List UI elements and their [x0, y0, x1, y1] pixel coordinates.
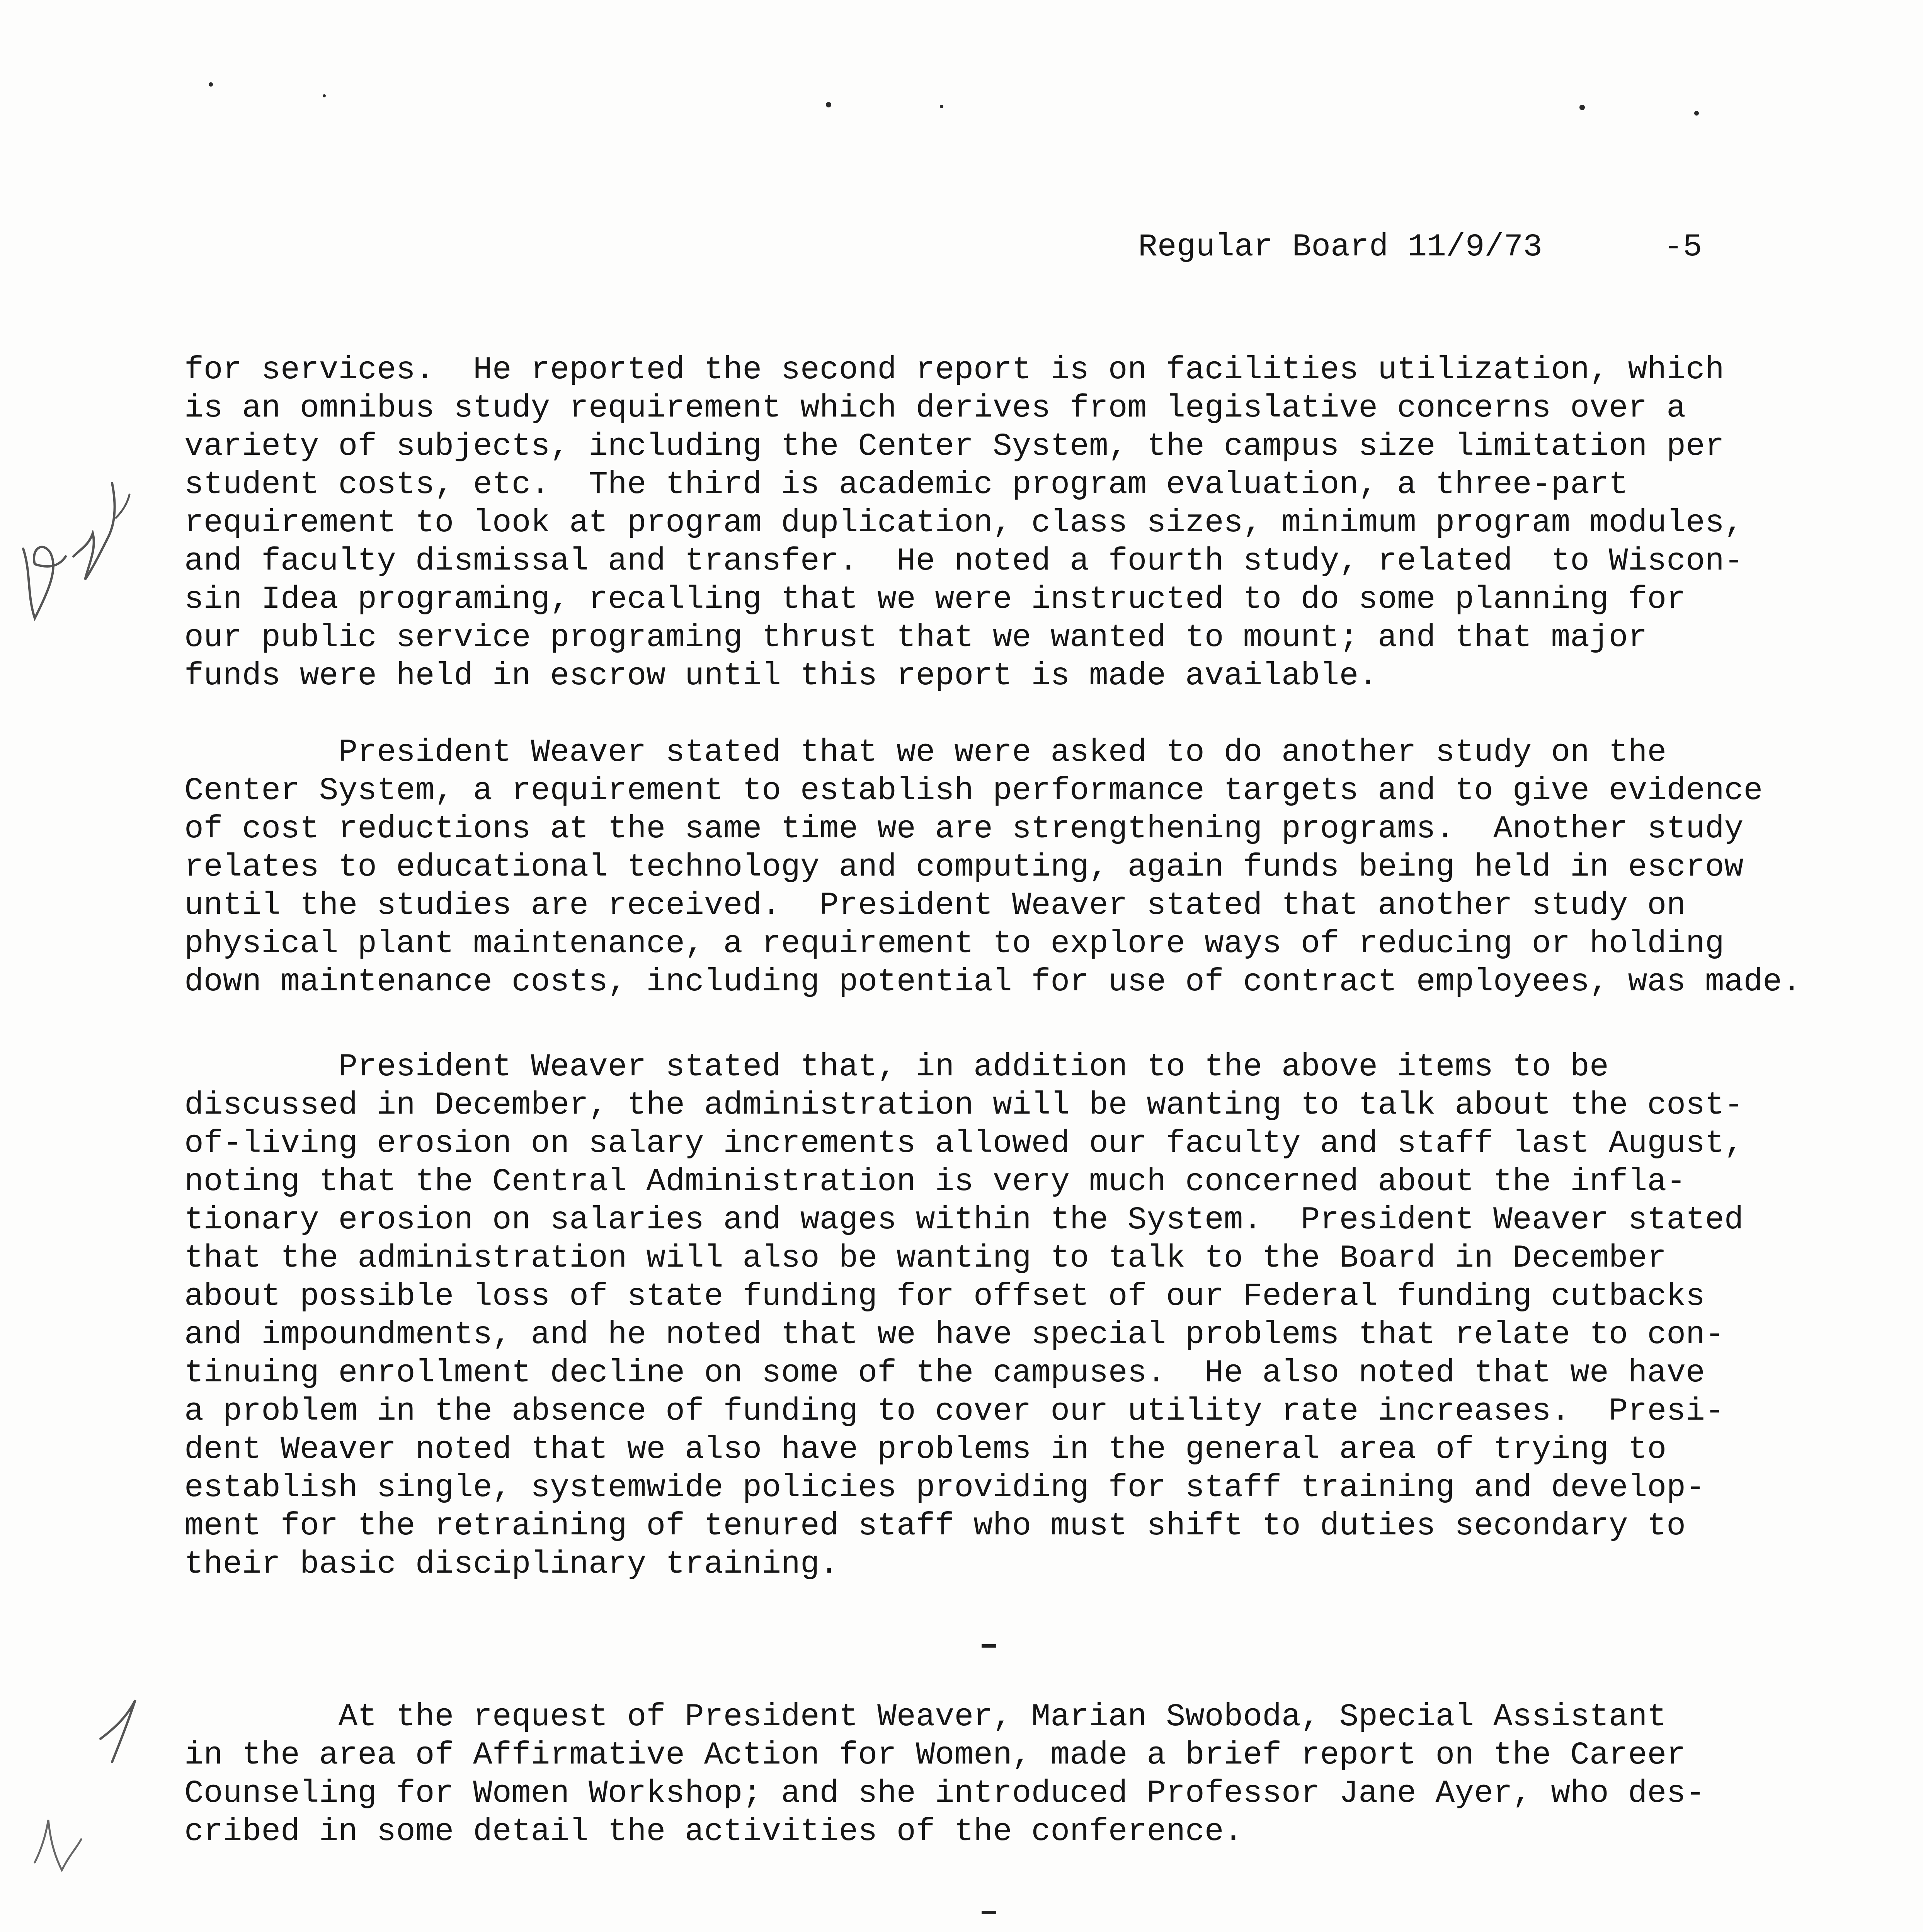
text-line: for services. He reported the second report is on facilities utilization, which [184, 352, 1724, 388]
text-line: funds were held in escrow until this report is made available. [184, 658, 1378, 694]
text-line: of cost reductions at the same time we are strengthening programs. Another study [184, 811, 1744, 847]
header-title: Regular Board 11/9/73 [1138, 229, 1542, 265]
text-line: is an omnibus study requirement which derives from legislative concerns over a [184, 390, 1686, 426]
text-line: noting that the Central Administration is very much concerned about the infla- [184, 1163, 1686, 1200]
text-line: tinuing enrollment decline on some of the campuses. He also noted that we have [184, 1355, 1705, 1391]
text-line: about possible loss of state funding for offset of our Federal funding cutbacks [184, 1278, 1705, 1315]
text-line: Center System, a requirement to establish performance targets and to give evidence [184, 772, 1763, 809]
text-line: At the request of President Weaver, Marian Swoboda, Special Assistant [184, 1699, 1667, 1735]
text-line: sin Idea programing, recalling that we were instructed to do some planning for [184, 581, 1686, 617]
text-line: cribed in some detail the activities of the conference. [184, 1813, 1243, 1850]
text-line: ment for the retraining of tenured staff who must shift to duties secondary to [184, 1508, 1686, 1544]
text-line: and faculty dismissal and transfer. He noted a fourth study, related to Wiscon- [184, 543, 1744, 579]
text-line: our public service programing thrust that we wanted to mount; and that major [184, 619, 1647, 656]
text-line: variety of subjects, including the Center System, the campus size limitation per [184, 428, 1724, 464]
text-line: that the administration will also be wanting to talk to the Board in December [184, 1240, 1667, 1276]
text-line: tionary erosion on salaries and wages within the System. President Weaver stated [184, 1202, 1744, 1238]
text-line: and impoundments, and he noted that we have special problems that relate to con- [184, 1316, 1724, 1353]
text-line: requirement to look at program duplication, class sizes, minimum program modules, [184, 505, 1744, 541]
text-line: discussed in December, the administration will be wanting to talk about the cost- [184, 1087, 1744, 1123]
text-line: dent Weaver noted that we also have problems in the general area of trying to [184, 1431, 1667, 1468]
text-line: student costs, etc. The third is academic program evaluation, a three-part [184, 466, 1628, 503]
text-line: their basic disciplinary training. [184, 1546, 839, 1582]
text-line: President Weaver stated that, in addition to the above items to be [184, 1049, 1609, 1085]
text-line: physical plant maintenance, a requirement to explore ways of reducing or holding [184, 925, 1724, 962]
text-line: Counseling for Women Workshop; and she introduced Professor Jane Ayer, who des- [184, 1775, 1705, 1811]
text-line: of-living erosion on salary increments allowed our faculty and staff last August, [184, 1125, 1744, 1162]
text-line: relates to educational technology and computing, again funds being held in escrow [184, 849, 1744, 885]
text-line: President Weaver stated that we were asked to do another study on the [184, 734, 1667, 770]
header-page-number: -5 [1664, 229, 1702, 265]
text-line: in the area of Affirmative Action for Women, made a brief report on the Career [184, 1737, 1686, 1773]
text-line: until the studies are received. President Weaver stated that another study on [184, 887, 1686, 923]
text-line: establish single, systemwide policies providing for staff training and develop- [184, 1469, 1705, 1506]
text-line: a problem in the absence of funding to cover our utility rate increases. Presi- [184, 1393, 1724, 1429]
text-line: down maintenance costs, including potential for use of contract employees, was made. [184, 964, 1801, 1000]
